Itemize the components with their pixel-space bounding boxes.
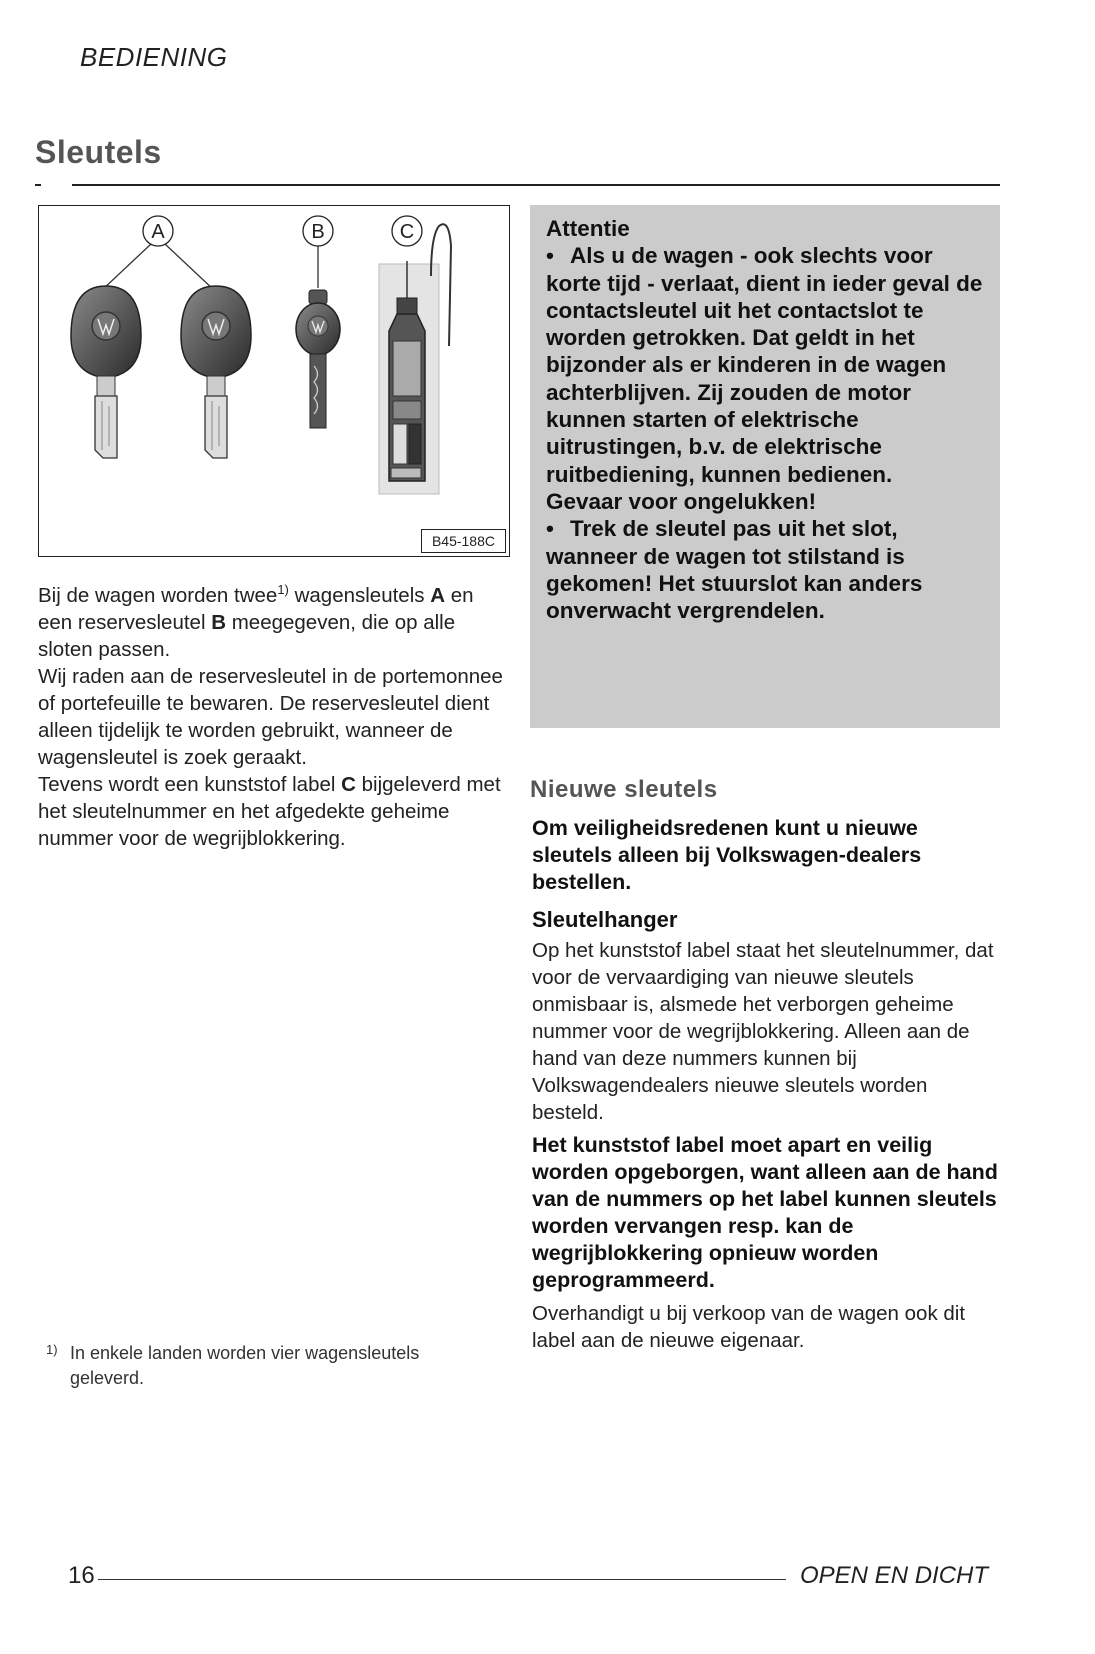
intro-paragraph-3: Tevens wordt een kunststof label C bijgeleverd met het sleutelnummer en het afgedekte geheime nummer voor de wegrijblokkering.: [38, 772, 501, 850]
keyring-paragraph: Op het kunststof label staat het sleutelnummer, dat voor de vervaardiging van nieuwe sleutels onmisbaar is, alsmede het verborgen geheime nummer voor de wegrijblokkering. Alleen aan de hand van deze nummers kunnen bij Volkswagendealers nieuwe sleutels worden besteld.: [532, 939, 994, 1124]
new-keys-text: [532, 815, 1002, 1354]
spare-key-icon: [296, 290, 340, 428]
intro-text: [38, 576, 508, 852]
keyring-heading: Sleutelhanger: [532, 907, 678, 932]
footnote-mark: 1): [46, 1342, 58, 1357]
page-title: Sleutels: [35, 134, 162, 170]
footnote-ref: 1): [277, 582, 289, 597]
figure-code: B45-188C: [421, 529, 506, 553]
title-tick: [35, 184, 41, 186]
callout-a: [143, 216, 173, 246]
plastic-label-icon: [379, 224, 451, 494]
callout-c-label: C: [399, 221, 415, 243]
bullet-icon: •: [546, 243, 554, 269]
callout-b-label: B: [311, 221, 325, 243]
warning-box: [530, 205, 1000, 728]
warning-item-2: • Trek de sleutel pas uit het slot, wanneer de wagen tot stilstand is gekomen! Het stuurslot kan anders onverwacht vergrendelen.: [546, 516, 923, 624]
dealer-notice: Om veiligheidsredenen kunt u nieuwe sleutels alleen bij Volkswagen-dealers bestellen.: [532, 816, 922, 894]
section-label: BEDIENING: [80, 42, 228, 72]
warning-item-1: • Als u de wagen - ook slechts voor korte tijd - verlaat, dient in ieder geval de contactsleutel uit het contactslot te worden getrokken. Dat geldt in het bijzonder als er kinderen in de wagen achterblijven. Zij zouden de motor kunnen starten of elektrische uitrustingen, b.v. de elektrische ruitbediening, kunnen bedienen.: [546, 243, 983, 487]
intro-paragraph-1: Bij de wagen worden twee$^{1)}$ wagensleutels A en een reservesleutel B meegegeven, die op alle sloten passen.: [38, 582, 474, 661]
callout-a-label: A: [151, 221, 165, 243]
warning-danger: Gevaar voor ongelukken!: [546, 488, 817, 514]
page-number: 16: [68, 1562, 95, 1589]
bullet-icon: •: [546, 516, 554, 542]
section-subtitle: Nieuwe sleutels: [530, 776, 718, 803]
car-key-icon-1: [71, 286, 141, 458]
title-rule: [72, 184, 1000, 186]
callout-b: [303, 216, 333, 246]
key-a-ref: A: [430, 583, 446, 607]
keys-figure: [38, 205, 510, 557]
footer-rule: [98, 1579, 786, 1580]
keys-illustration: [39, 206, 509, 556]
callout-c: [392, 216, 422, 246]
footnote: [46, 1341, 486, 1391]
footnote-text: In enkele landen worden vier wagensleutels geleverd.: [70, 1343, 420, 1388]
intro-paragraph-2: Wij raden aan de reservesleutel in de portemonnee of portefeuille te bewaren. De reservesleutel dient alleen tijdelijk te worden gebruikt, wanneer de wagensleutel is zoek geraakt.: [38, 664, 503, 769]
sale-paragraph: Overhandigt u bij verkoop van de wagen ook dit label aan de nieuwe eigenaar.: [532, 1302, 966, 1352]
storage-notice: Het kunststof label moet apart en veilig worden opgeborgen, want alleen aan de hand van de nummers op het label kunnen sleutels worden vervangen resp. kan de wegrijblokkering opnieuw worden geprogrammeerd.: [532, 1133, 998, 1292]
car-key-icon-2: [181, 286, 251, 458]
callout-lines: [101, 244, 318, 291]
key-b-ref: B: [211, 610, 227, 634]
label-c-ref: C: [341, 772, 356, 796]
footer-label: OPEN EN DICHT: [800, 1562, 989, 1589]
warning-heading: Attentie: [546, 216, 630, 241]
